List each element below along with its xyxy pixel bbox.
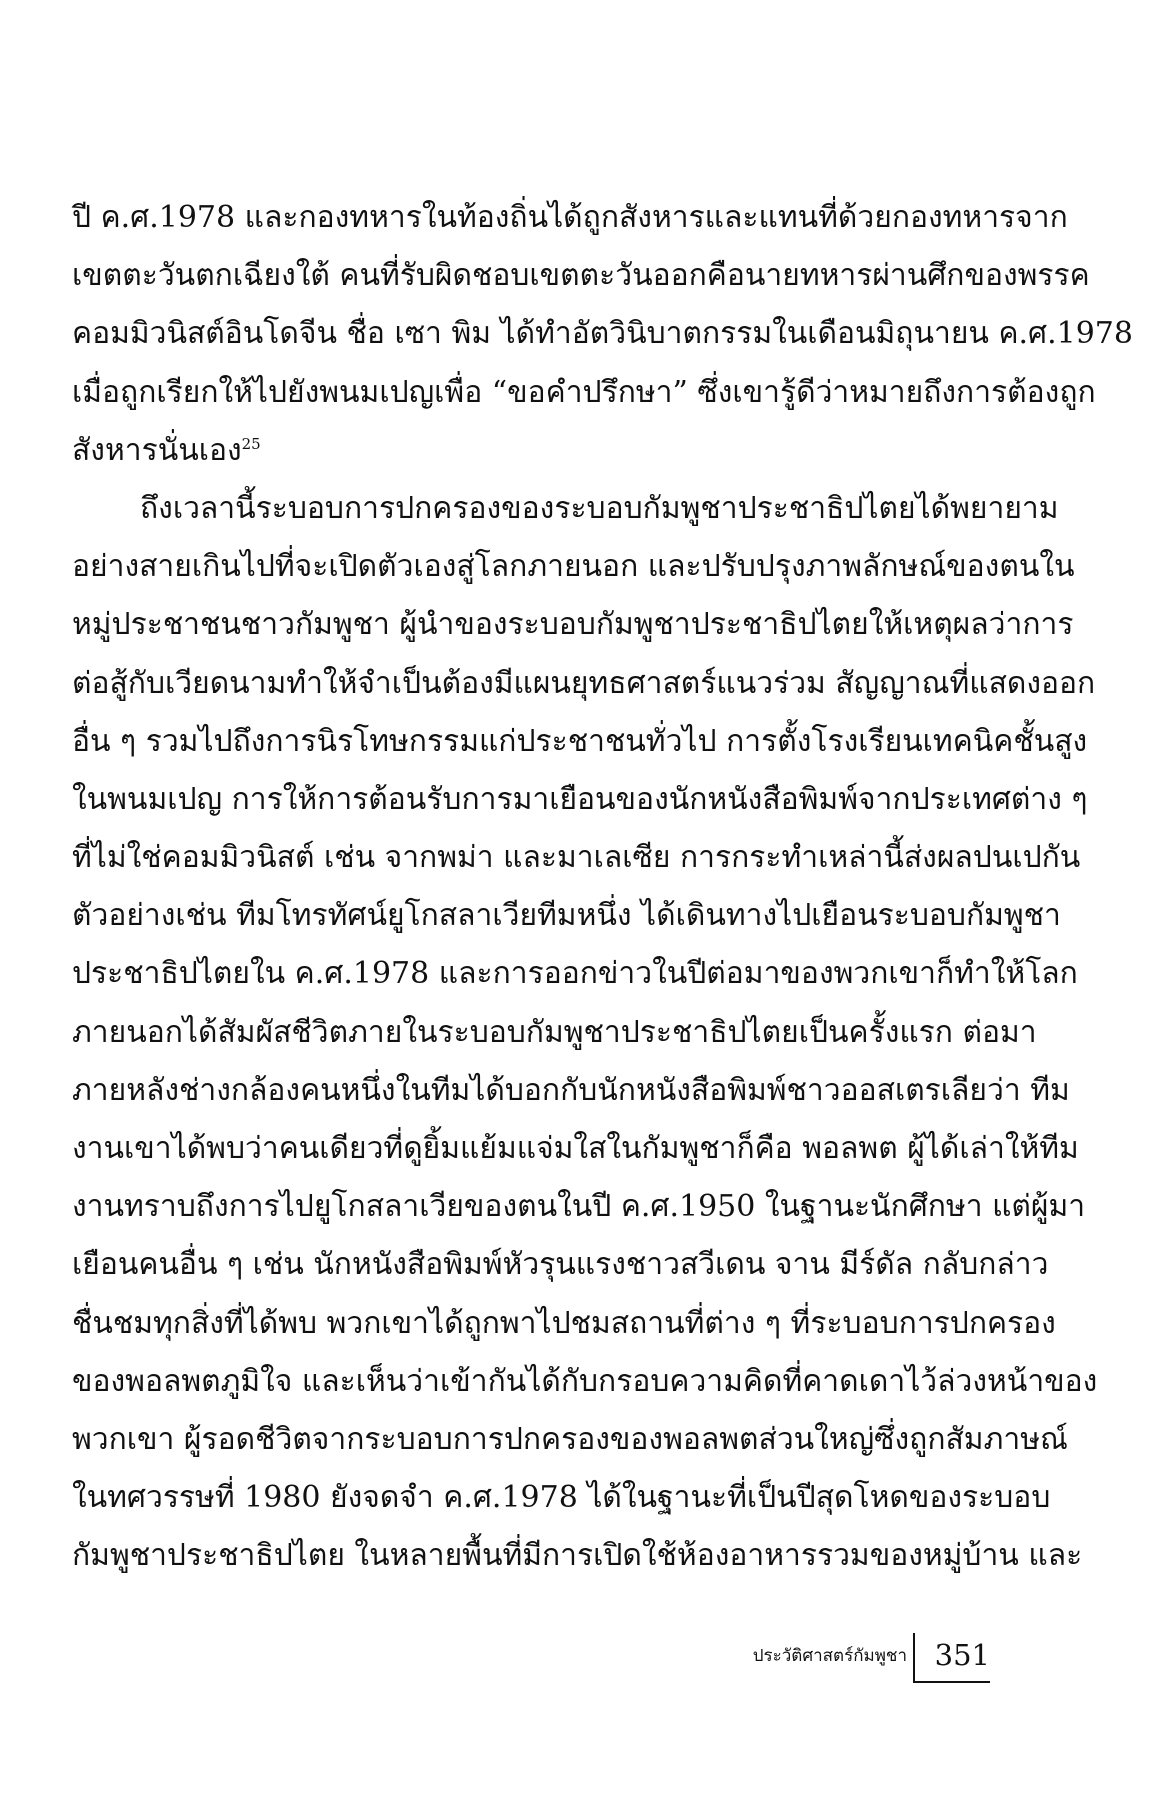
- text-line: อย่างสายเกินไปที่จะเปิดตัวเองสู่โลกภายนอก และปรับปรุงภาพลักษณ์ของตนใน: [72, 549, 1075, 585]
- text-line: งานเขาได้พบว่าคนเดียวที่ดูยิ้มแย้มแจ่มใสในกัมพูชาก็คือ พอลพต ผู้ได้เล่าให้ทีม: [72, 1131, 1079, 1166]
- text-line: เขตตะวันตกเฉียงใต้ คนที่รับผิดชอบเขตตะวันออกคือนายทหารผ่านศึกของพรรค: [72, 258, 1090, 294]
- text-line: ปี ค.ศ.1978 และกองทหารในท้องถิ่นได้ถูกสังหารและแทนที่ด้วยกองทหารจาก: [72, 200, 1068, 235]
- text-line: เยือนคนอื่น ๆ เช่น นักหนังสือพิมพ์หัวรุนแรงชาวสวีเดน จาน มีร์ดัล กลับกล่าว: [72, 1247, 1049, 1283]
- page-number: 351: [934, 1638, 990, 1672]
- paragraph-end-line: [72, 422, 994, 480]
- text-line: สังหารนั่นเอง: [72, 432, 242, 468]
- running-footer-title: ประวัติศาสตร์กัมพูชา: [752, 1646, 907, 1666]
- text-line: งานทราบถึงการไปยูโกสลาเวียของตนในปี ค.ศ.1950 ในฐานะนักศึกษา แต่ผู้มา: [72, 1189, 1086, 1225]
- text-line: ภายหลังช่างกล้องคนหนึ่งในทีมได้บอกกับนักหนังสือพิมพ์ชาวออสเตรเลียว่า ทีม: [72, 1072, 1070, 1108]
- text-line: ในพนมเปญ การให้การต้อนรับการมาเยือนของนักหนังสือพิมพ์จากประเทศต่าง ๆ: [72, 781, 1088, 817]
- text-line: ตัวอย่างเช่น ทีมโทรทัศน์ยูโกสลาเวียทีมหนึ่ง ได้เดินทางไปเยือนระบอบกัมพูชา: [72, 898, 1061, 934]
- text-line: คอมมิวนิสต์อินโดจีน ชื่อ เซา พิม ได้ทำอัตวินิบาตกรรมในเดือนมิถุนายน ค.ศ.1978: [72, 316, 1133, 352]
- text-line: ภายนอกได้สัมผัสชีวิตภายในระบอบกัมพูชาประชาธิปไตยเป็นครั้งแรก ต่อมา: [72, 1014, 1037, 1050]
- text-line: ที่ไม่ใช่คอมมิวนิสต์ เช่น จากพม่า และมาเลเซีย การกระทำเหล่านี้ส่งผลปนเปกัน: [72, 840, 1081, 876]
- text-line: อื่น ๆ รวมไปถึงการนิรโทษกรรมแก่ประชาชนทั่วไป การตั้งโรงเรียนเทคนิคชั้นสูง: [72, 723, 1088, 759]
- text-line: ของพอลพตภูมิใจ และเห็นว่าเข้ากันได้กับกรอบความคิดที่คาดเดาไว้ล่วงหน้าของ: [72, 1363, 1098, 1399]
- text-line: ต่อสู้กับเวียดนามทำให้จำเป็นต้องมีแผนยุทธศาสตร์แนวร่วม สัญญาณที่แสดงออก: [72, 665, 1096, 701]
- text-line: ในทศวรรษที่ 1980 ยังจดจำ ค.ศ.1978 ได้ในฐานะที่เป็นปีสุดโหดของระบอบ: [72, 1480, 1051, 1516]
- text-line: ชื่นชมทุกสิ่งที่ได้พบ พวกเขาได้ถูกพาไปชมสถานที่ต่าง ๆ ที่ระบอบการปกครอง: [72, 1305, 1056, 1341]
- text-line: พวกเขา ผู้รอดชีวิตจากระบอบการปกครองของพอลพตส่วนใหญ่ซึ่งถูกสัมภาษณ์: [72, 1421, 1068, 1457]
- body-text: [72, 189, 1133, 1586]
- footnote-reference: 25: [241, 434, 261, 453]
- footer-vertical-rule: [913, 1633, 915, 1683]
- text-line: หมู่ประชาชนชาวกัมพูชา ผู้นำของระบอบกัมพูชาประชาธิปไตยให้เหตุผลว่าการ: [72, 607, 1074, 643]
- text-line: ประชาธิปไตยใน ค.ศ.1978 และการออกข่าวในปีต่อมาของพวกเขาก็ทำให้โลก: [72, 956, 1078, 992]
- footer-horizontal-rule: [913, 1681, 990, 1683]
- paragraph-first-line: ถึงเวลานี้ระบอบการปกครองของระบอบกัมพูชาประชาธิปไตยได้พยายาม: [140, 490, 1059, 526]
- text-line: เมื่อถูกเรียกให้ไปยังพนมเปญเพื่อ “ขอคำปรึกษา” ซึ่งเขารู้ดีว่าหมายถึงการต้องถูก: [72, 374, 1096, 410]
- text-line: กัมพูชาประชาธิปไตย ในหลายพื้นที่มีการเปิดใช้ห้องอาหารรวมของหมู่บ้าน และ: [72, 1538, 1083, 1574]
